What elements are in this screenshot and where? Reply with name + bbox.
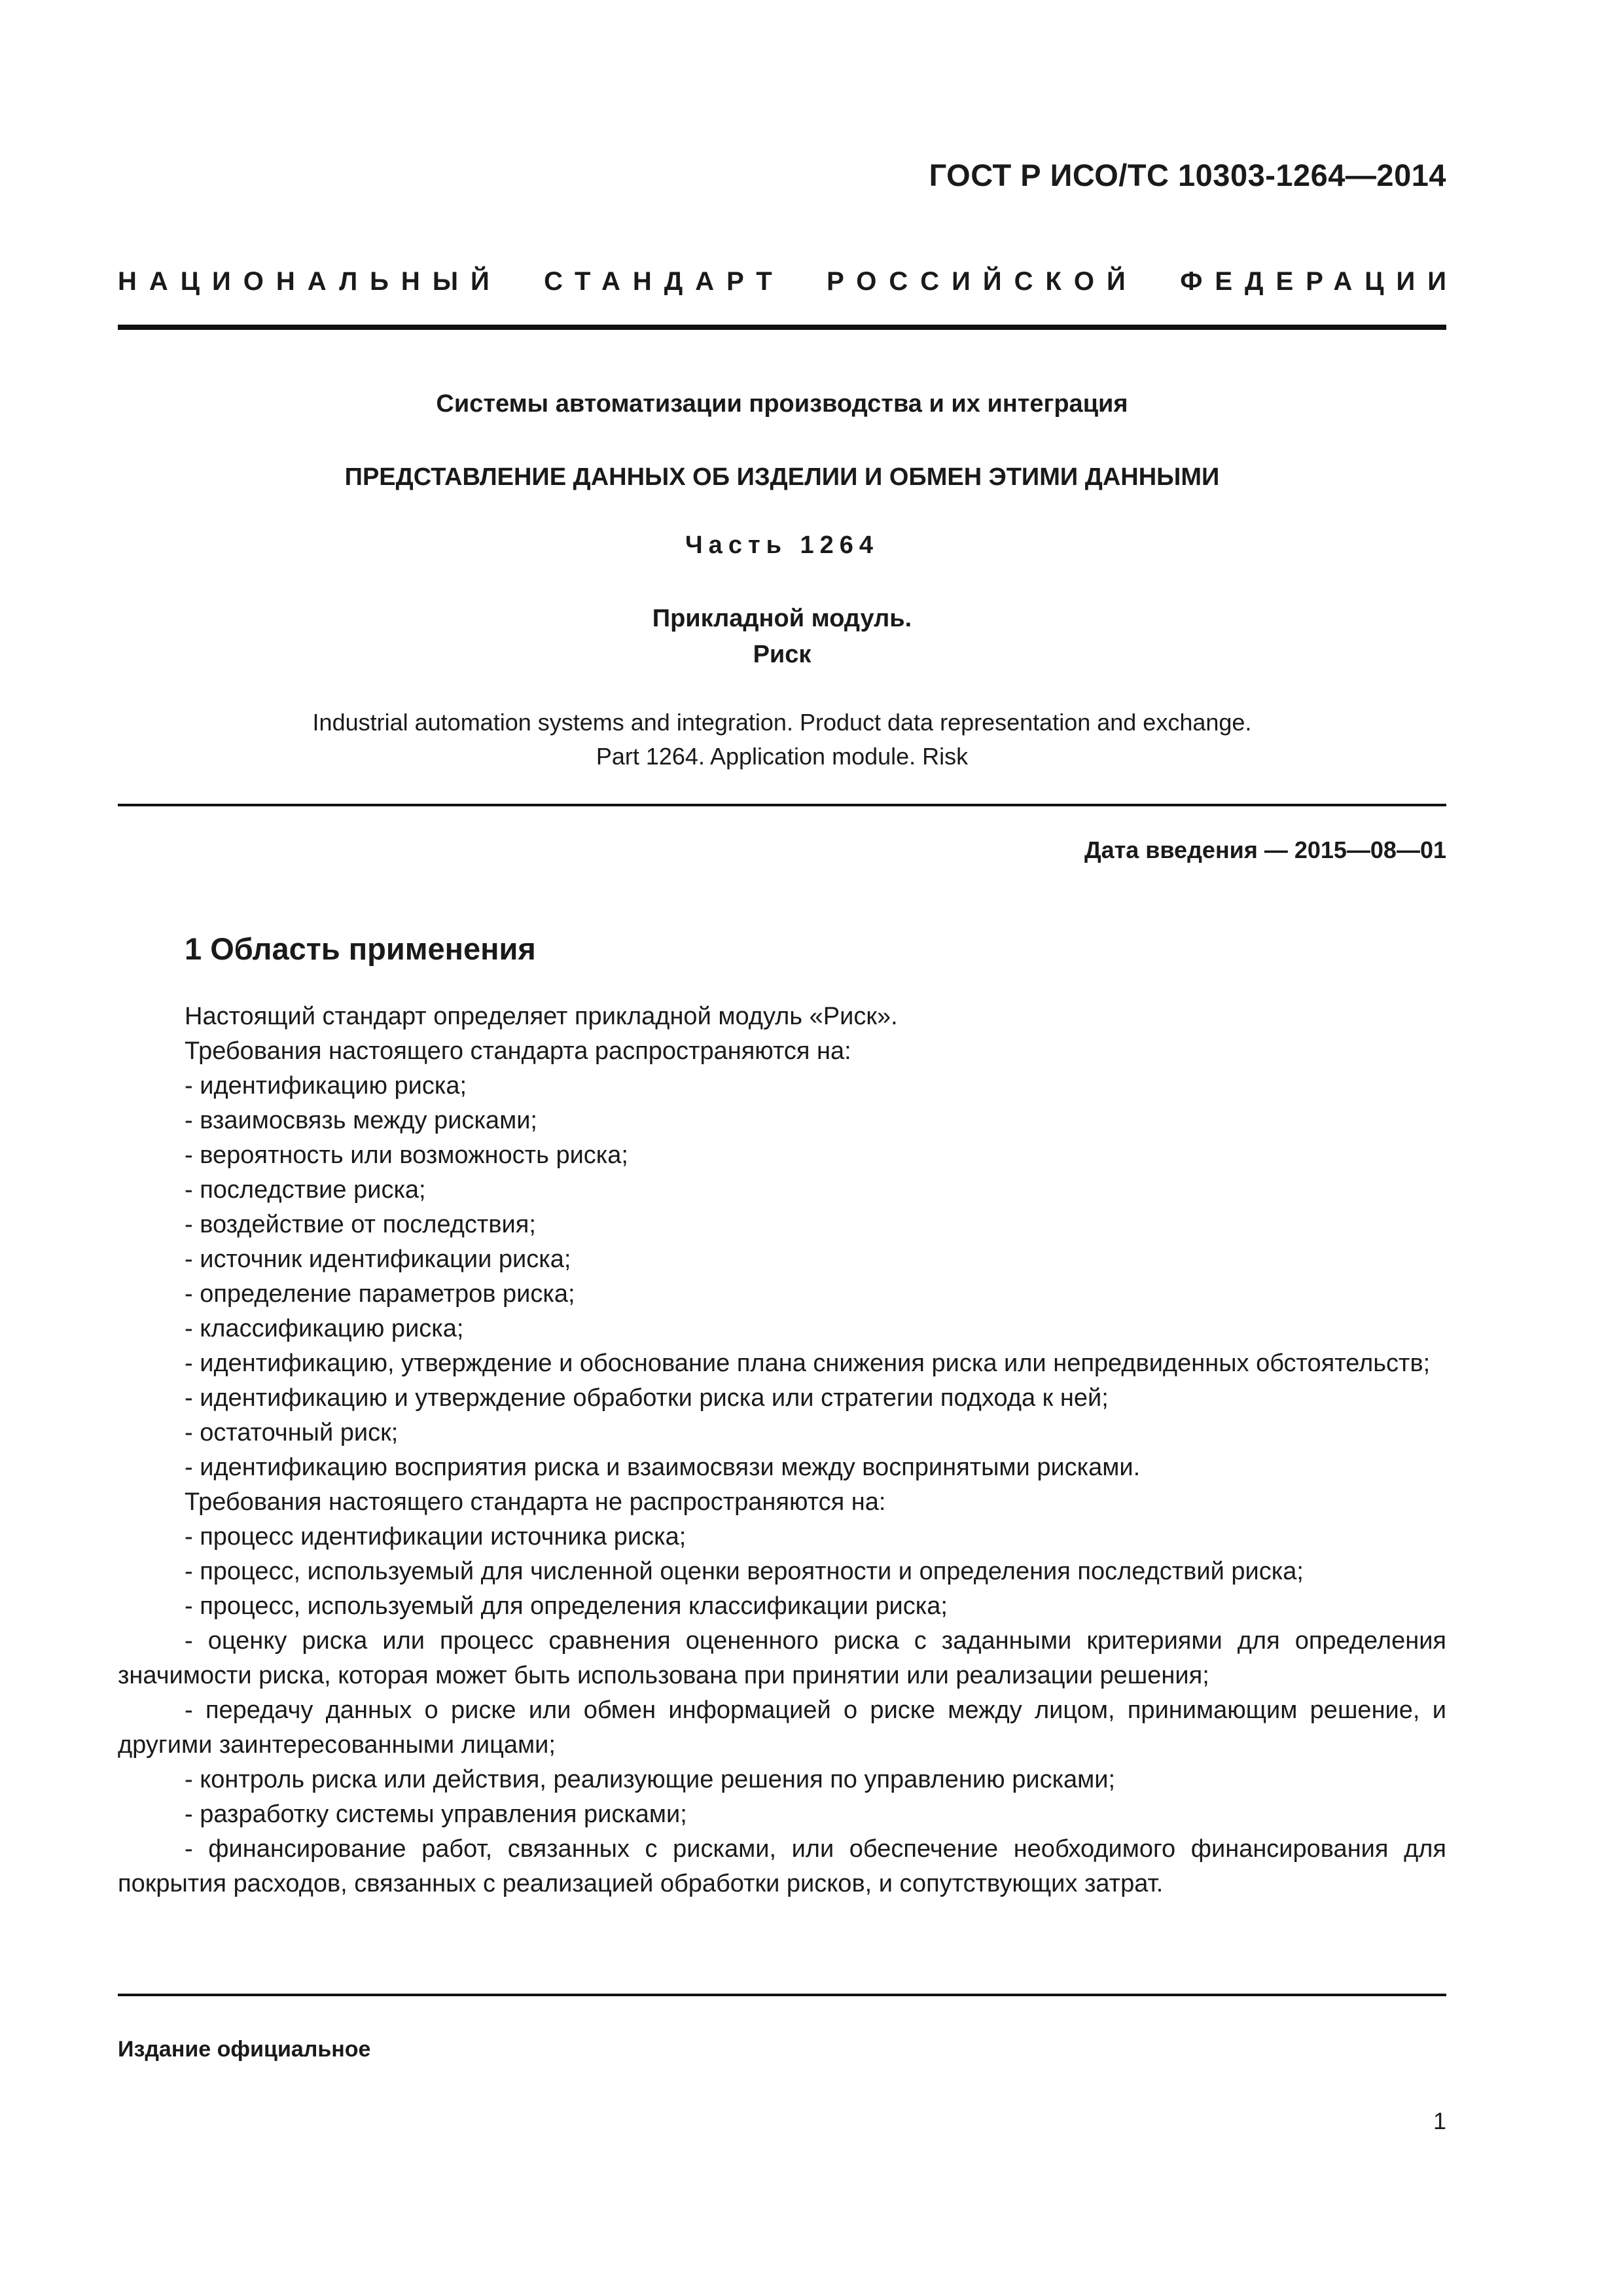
standard-designation: ГОСТ Р ИСО/ТС 10303-1264—2014 bbox=[929, 158, 1446, 192]
list-item: - идентификацию риска; bbox=[185, 1072, 467, 1100]
list-item: - остаточный риск; bbox=[185, 1419, 399, 1446]
list-item: - взаимосвязь между рисками; bbox=[185, 1107, 537, 1134]
section-heading: 1 Область применения bbox=[185, 931, 536, 966]
title-divider bbox=[118, 804, 1446, 806]
english-title-line: Industrial automation systems and integration. Product data representation and exchange. bbox=[312, 709, 1252, 736]
page-number: 1 bbox=[1433, 2108, 1446, 2134]
list-item: - контроль риска или действия, реализующие решения по управлению рисками; bbox=[185, 1766, 1116, 1793]
list-item: - вероятность или возможность риска; bbox=[185, 1141, 628, 1169]
list-item: - процесс, используемый для определения классификации риска; bbox=[185, 1592, 948, 1620]
list-item: - источник идентификации риска; bbox=[185, 1246, 571, 1273]
english-title-line: Part 1264. Application module. Risk bbox=[596, 743, 969, 770]
footer-divider bbox=[118, 1994, 1446, 1996]
title-module-line: Риск bbox=[753, 641, 812, 668]
list-item: - последствие риска; bbox=[185, 1176, 426, 1204]
list-item: - идентификацию, утверждение и обоснование плана снижения риска или непредвиденных обстоятельств; bbox=[185, 1350, 1431, 1377]
section-body bbox=[118, 999, 1446, 1901]
list-item: - передачу данных о риске или обмен информацией о риске между лицом, принимающим решение, и другими заинтересованными лицами; bbox=[118, 1696, 1446, 1759]
english-title bbox=[118, 706, 1446, 774]
title-series: Системы автоматизации производства и их интеграция bbox=[436, 390, 1128, 418]
list-item: - определение параметров риска; bbox=[185, 1280, 575, 1308]
title-part: Часть 1264 bbox=[685, 531, 880, 559]
list-item: - воздействие от последствия; bbox=[185, 1211, 536, 1238]
national-standard-banner bbox=[118, 267, 1459, 296]
paragraph: Требования настоящего стандарта не распространяются на: bbox=[185, 1488, 886, 1516]
official-edition-label: Издание официальное bbox=[118, 2037, 371, 2062]
list-item: - процесс идентификации источника риска; bbox=[185, 1523, 687, 1551]
list-item: - разработку системы управления рисками; bbox=[185, 1801, 687, 1828]
banner-word: ФЕДЕРАЦИИ bbox=[1180, 267, 1459, 296]
paragraph: Требования настоящего стандарта распространяются на: bbox=[185, 1037, 851, 1065]
title-module bbox=[118, 601, 1446, 673]
title-module-line: Прикладной модуль. bbox=[652, 605, 912, 632]
introduction-date: Дата введения — 2015—08—01 bbox=[1084, 836, 1446, 863]
list-item: - идентификацию восприятия риска и взаимосвязи между воспринятыми рисками. bbox=[185, 1454, 1141, 1481]
banner-word: СТАНДАРТ bbox=[544, 267, 785, 296]
list-item: - классификацию риска; bbox=[185, 1315, 464, 1342]
title-main: ПРЕДСТАВЛЕНИЕ ДАННЫХ ОБ ИЗДЕЛИИ И ОБМЕН ЭТИМИ ДАННЫМИ bbox=[344, 463, 1220, 491]
list-item: - оценку риска или процесс сравнения оцененного риска с заданными критериями для определения значимости риска, которая может быть использована при принятии или реализации решения; bbox=[118, 1627, 1446, 1689]
list-item: - финансирование работ, связанных с рисками, или обеспечение необходимого финансирования для покрытия расходов, связанных с реализацией обработки рисков, и сопутствующих затрат. bbox=[118, 1835, 1446, 1897]
list-item: - процесс, используемый для численной оценки вероятности и определения последствий риска; bbox=[185, 1558, 1304, 1585]
header-divider bbox=[118, 325, 1446, 330]
list-item: - идентификацию и утверждение обработки риска или стратегии подхода к ней; bbox=[185, 1384, 1109, 1412]
banner-word: РОССИЙСКОЙ bbox=[827, 267, 1138, 296]
banner-word: НАЦИОНАЛЬНЫЙ bbox=[118, 267, 502, 296]
paragraph: Настоящий стандарт определяет прикладной модуль «Риск». bbox=[185, 1003, 898, 1030]
